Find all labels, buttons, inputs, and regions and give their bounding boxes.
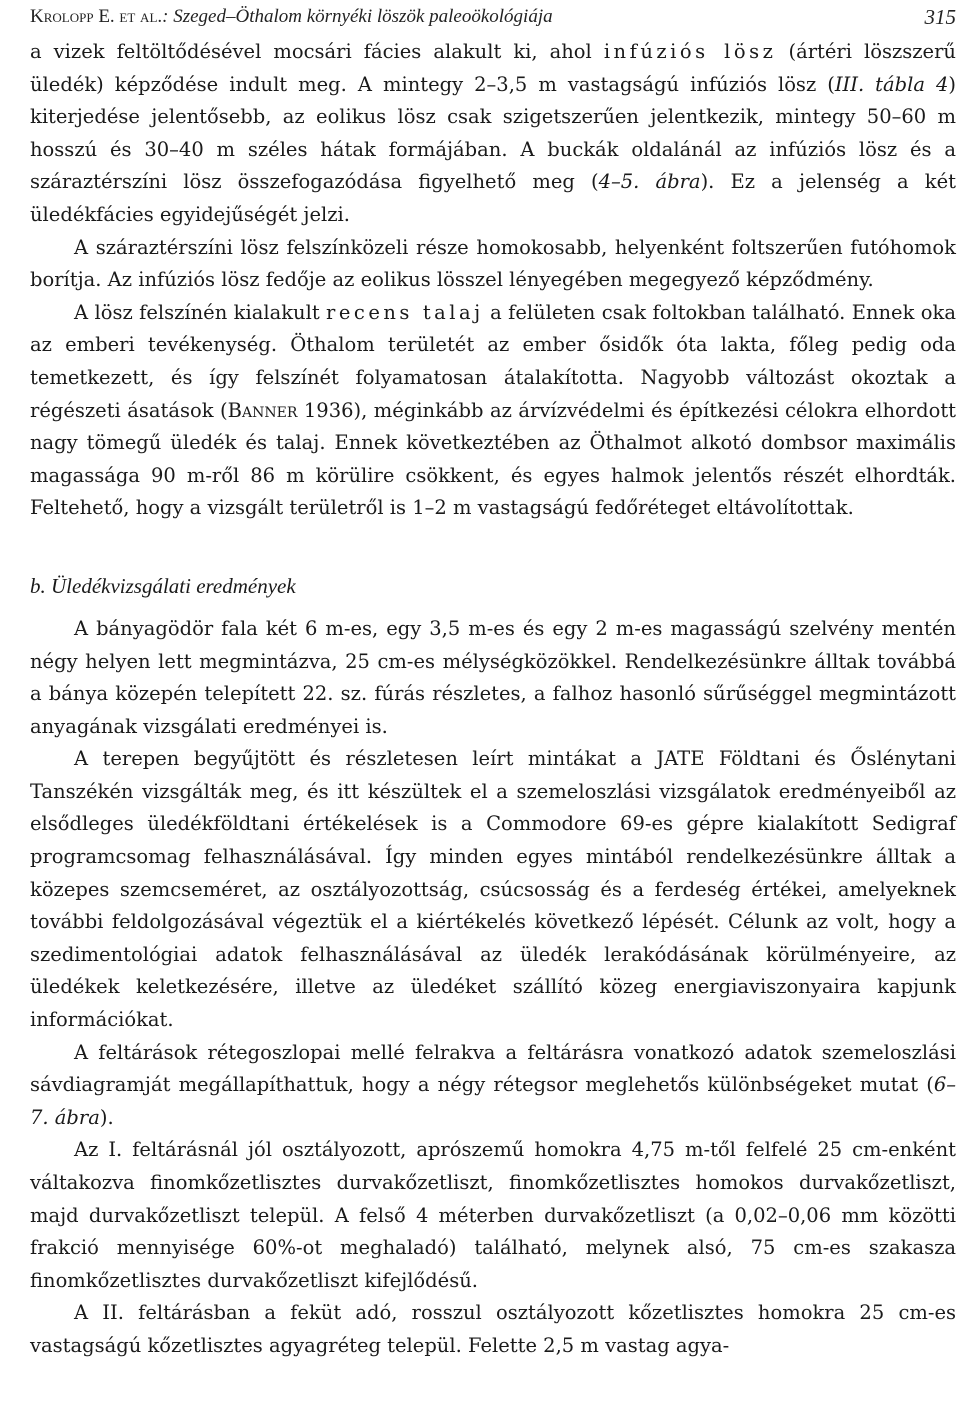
body-text [30,36,956,1363]
text-run: (ártéri löszszerű üledék) képződése indult meg. A mintegy 2–3,5 m vastagságú infúziós lösz ( [30,40,956,96]
figure-reference: 4–5. ábra [598,170,701,194]
text-run: ). Ez a jelenség a két üledékfácies egyidejűségét jelzi. [30,170,957,226]
text-run: A lösz felszínén kialakult [74,300,327,324]
paragraph [30,36,956,232]
figure-reference: III. tábla 4 [834,72,949,96]
page-number: 315 [924,5,956,29]
text-run: A feltárások rétegoszlopai mellé felrakva a feltárásra vonatkozó adatok szemeloszlási sávdiagramját megállapíthattuk, hogy a négy rétegsor meglehetős különbségeket mutat ( [30,1040,956,1097]
section-heading: b. Üledékvizsgálati eredmények [30,573,296,598]
header-author: Krolopp E. et al. [30,6,163,27]
paragraph: A terepen begyűjtött és részletesen leírt mintákat a JATE Földtani és Őslénytani Tanszékén vizsgálták meg, és itt készültek el a szemeloszlási vizsgálatok eredményeiből az elsődleges üledékföldtani értékelések is a Commodore 69-es gépre kialakított Sedigraf programcsomag felhasználásával. Így minden egyes mintából rendelkezésünkre álltak a közepes szemcseméret, az osztályozottság, csúcsosság és a ferdeség értékei, amelyeknek további feldolgozásával végeztük el a kiértékelés következő lépését. Célunk az volt, hogy a szedimentológiai adatok felhasználásával az üledék lerakódásának körülményeire, az üledékek keletkezésére, illetve az üledéket szállító közeg energiaviszonyaira kapjunk információkat. [30,747,956,1032]
emphasized-term: infúziós lösz [603,40,777,63]
text-run: a vizek feltöltődésével mocsári fácies alakult ki, ahol [30,40,604,63]
text-run: 1936), méginkább az árvízvédelmi és építkezési célokra elhordott nagy tömegű üledék és talaj. Ennek következtében az Öthalmot alkotó dombsor maximális magassága 90 m-ről 86 m körülire csökkent, és egyes halmok jelentős részét elhordták. Feltehető, hogy a vizsgált területről is 1–2 m vastagságú fedőréteget eltávolítottak. [30,398,956,520]
figure-reference: 6–7. ábra [30,1073,956,1129]
text-run: a felületen csak foltokban található. Ennek oka az emberi tevékenység. Öthalom területét az ember ősidők óta lakta, főleg pedig oda temetkezett, és így felszínét folyamatosan átalakította. Nagyobb változást okoztak a régészeti ásatások ( [30,300,956,422]
paragraph: A száraztérszíni lösz felszínközeli része homokosabb, helyenként foltszerűen futóhomok borítja. Az infúziós lösz fedője az eolikus lösszel lényegében megegyező képződmény. [30,235,956,292]
paragraph: Az I. feltárásnál jól osztályozott, aprószemű homokra 4,75 m-től felfelé 25 cm-enként váltakozva finomkőzetlisztes durvakőzetliszt, finomkőzetlisztes homokos durvakőzetliszt, majd durvakőzetliszt települ. A felső 4 méterben durvakőzetliszt (a 0,02–0,06 mm közötti frakció mennyisége 60%-ot meghaladó) található, melynek alsó, 75 cm-es szakasza finomkőzetlisztes durvakőzetliszt kifejlődésű. [30,1138,956,1292]
paragraph [30,1037,956,1135]
emphasized-term: recens talaj [326,300,484,324]
paragraph: A bányagödör fala két 6 m-es, egy 3,5 m-es és egy 2 m-es magasságú szelvény mentén négy helyen lett megmintázva, 25 cm-es mélységközökkel. Rendelkezésünkre álltak továbbá a bánya közepén telepített 22. sz. fúrás részletes, a falhoz hasonló sűrűséggel megmintázott anyagának vizsgálati eredményei is. [30,616,956,738]
text-run: ) kiterjedése jelentősebb, az eolikus lösz csak szigetszerűen jelentkezik, mintegy 50–60 m hosszú és 30–40 m széles hátak formájában. A buckák oldalánál az infúziós lösz és a száraztérszíni lösz összefogazódása figyelhető meg ( [30,72,957,194]
header-title: : Szeged–Öthalom környéki löszök paleoökológiája [162,6,553,27]
running-header [30,2,956,32]
paragraph: A II. feltárásban a feküt adó, rosszul osztályozott kőzetlisztes homokra 25 cm-es vastagságú kőzetlisztes agyagréteg települ. Felette 2,5 m vastag agya- [30,1301,956,1357]
document-page [30,0,956,1416]
text-run: ). [99,1105,114,1129]
citation-author: Banner [227,398,298,422]
paragraph [30,297,956,525]
